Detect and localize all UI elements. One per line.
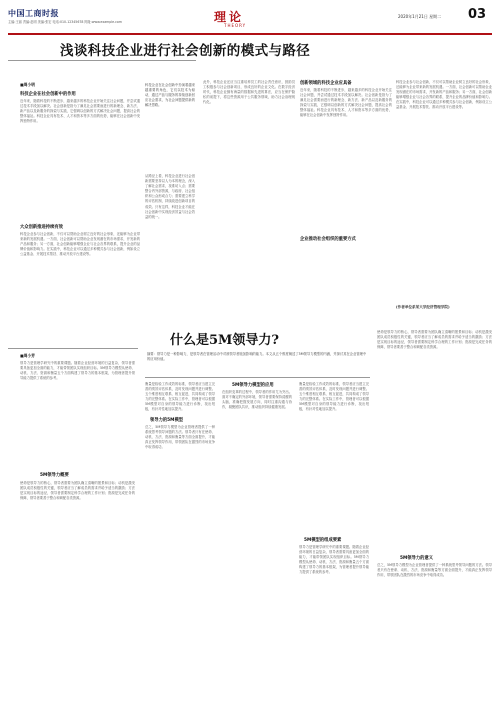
divider: [8, 348, 138, 349]
article-2-subhead: 5M模型的组成要素: [304, 538, 342, 543]
article-1-quote-box: 科技企业在社会创新中扮演着越来越重要的角色，它们以技术为驱动，通过产品与服务的持续创新回应社会需求，为社会问题提供新的解决思路。: [145, 83, 195, 107]
article-2-subhead: 5M领导力模型的应用: [232, 383, 274, 388]
page-number: 03: [468, 7, 487, 22]
article-1-column-a: 近年来，随着科技的不断进步，越来越多的科技企业开始关注社会问题，并尝试通过技术手段加以解决。社会创新是指为了满足社会需要而进行的新理念、新方法、新产品以及新服务的探索与实践，它强调以创新的方式解决社会问题，提高社会的整体福祉。科技企业具有技术、人才和资本等多方面的优势，能够在社会创新中发挥独特作用。: [20, 99, 140, 124]
article-1-column-e: 近年来，随着科技的不断进步，越来越多的科技企业开始关注社会问题，并尝试通过技术手段加以解决。社会创新是指为了满足社会需要而进行的新理念、新方法、新产品以及新服务的探索与实践，它强调以创新的方式解决社会问题，提高社会的整体福祉。科技企业具有技术、人才和资本等多方面的优势，能够在社会创新中发挥独特作用。: [300, 88, 392, 118]
article-2-credit: ■周小芳: [20, 353, 35, 358]
article-2-abstract: 摘要：领导力是一种影响力，是领导者在管理活动中对被领导者施加影响的能力。本文从五个维度阐述了5M领导力模型的内涵，并探讨其在企业管理中的应用价值。: [147, 352, 367, 361]
article-2-subhead: 5M领导力概要: [40, 473, 69, 478]
article-2-column-f: 使命是领导力的核心，领导者需要为团队确立清晰的愿景和目标；动机是激发团队成员积极性的关键，领导者应当了解成员的需求并给予适当的激励；方法是实现目标的途径，领导者需要制定科学合理的工作计划；资源是完成任务的保障，领导者要善于整合和调配各类资源。: [20, 481, 135, 501]
article-1-subhead: 科技企业在社会创新中的作用: [20, 92, 76, 97]
article-2-column-i: 在组织变革的过程中，领导者的作用尤为突出。面对不确定的外部环境，领导者需要保持清醒的头脑，准确把握发展方向，同时注重沟通与协作，凝聚团队共识，推动组织持续健康发展。: [222, 390, 292, 410]
article-1-subhead: 创新领域的科技企业应具备: [300, 81, 352, 86]
article-1-column-b: 科技企业参与社会创新，不仅可以帮助企业树立良好的社会形象，还能够为企业带来新的发展机遇。一方面，社会创新可以帮助企业发现潜在的市场需求，开发新的产品和服务；另一方面，社会创新能够增强企业与社会各界的联系，提升企业的品牌价值和影响力。在实践中，科技企业可以通过多种模式参与社会创新，例如设立公益基金、开展技术帮扶、推动开放平台建设等。: [20, 232, 140, 257]
article-1-column-d: 此外，科技企业还应当注重培养员工的社会责任意识，鼓励员工积极参与社会创新项目，形成良好的企业文化。在数字经济时代，科技企业拥有海量的数据和先进的算法，应当在保护隐私的前提下，将这些资源用于公共服务领域，助力社会治理现代化。: [203, 80, 295, 105]
article-2-column-k: 领导力是管理学研究中的重要课题。随着企业经营环境的日益复杂，领导者需要具备更加全面的能力，才能带领团队实现组织目标。5M领导力模型从使命、动机、方法、资源和衡量五个方面构建了领导力的基本框架，为管理者提升领导能力提供了系统的参考。: [299, 545, 369, 575]
article-2-column-m: 总之，5M领导力模型为企业管理者提供了一种系统思考领导问题的方法。领导者只有在使命、动机、方法、资源和衡量等方面全面提升，才能真正发挥领导作用，带领团队在激烈的市场竞争中取得成功。: [377, 563, 492, 578]
article-1-subhead: 企业推动社会组织的重要方式: [300, 237, 356, 242]
paper-name: 中国工商时报: [8, 9, 59, 18]
article-2-subhead: 5M领导力的意义: [400, 556, 434, 561]
article-1-credit: ■周小明: [20, 82, 35, 87]
masthead: [8, 8, 492, 32]
section-subtitle: THEORY: [224, 23, 247, 28]
article-1-author-note: (作者单位系某大学经济管理学院): [396, 305, 450, 309]
article-1-subhead: 大众创新推进持续有效: [20, 225, 63, 230]
article-2-column-e: 领导力是管理学研究中的重要课题。随着企业经营环境的日益复杂，领导者需要具备更加全面的能力，才能带领团队实现组织目标。5M领导力模型从使命、动机、方法、资源和衡量五个方面构建了领导力的基本框架，为管理者提升领导能力提供了系统的参考。: [20, 361, 135, 381]
issue-date: 2020年1月21日 星期二: [398, 14, 442, 19]
divider: [8, 60, 196, 61]
article-1-headline: 浅谈科技企业进行社会创新的模式与路径: [60, 43, 311, 59]
article-2-headline: 什么是5M领导力?: [170, 333, 280, 348]
article-2-column-l: 使命是领导力的核心，领导者需要为团队确立清晰的愿景和目标；动机是激发团队成员积极性的关键，领导者应当了解成员的需求并给予适当的激励；方法是实现目标的途径，领导者需要制定科学合理的工作计划；资源是完成任务的保障，领导者要善于整合和调配各类资源。: [377, 330, 492, 350]
article-2-column-g: 衡量是检验工作成效的标准，领导者应当建立完善的绩效评估体系，及时发现问题并进行调整。五个维度相互联系、相互促进，共同构成了领导力的完整体系。在实际工作中，管理者可以根据5M模型对自身的领导能力进行诊断，找出短板，有针对性地加以提升。: [145, 382, 215, 412]
article-2-subhead: 领导力的5M模型: [150, 418, 184, 423]
article-1-column-c: 从路径上看，科技企业进行社会创新需要坚持以人为本的理念，深入了解社会需求，找准切入点；需要整合内外部资源，与政府、社会组织和公众形成合力；需要建立科学的评估机制，持续改进创新项目的成效。只有这样，科技企业才能在社会创新中实现经济效益与社会效益的统一。: [145, 174, 195, 219]
divider: [145, 377, 370, 378]
section-title: 理论: [214, 10, 245, 24]
masthead-rule: [8, 33, 492, 35]
article-2-column-j: 衡量是检验工作成效的标准，领导者应当建立完善的绩效评估体系，及时发现问题并进行调整。五个维度相互联系、相互促进，共同构成了领导力的完整体系。在实际工作中，管理者可以根据5M模型对自身的领导能力进行诊断，找出短板，有针对性地加以提升。: [299, 382, 369, 412]
article-1-column-f: 科技企业参与社会创新，不仅可以帮助企业树立良好的社会形象，还能够为企业带来新的发展机遇。一方面，社会创新可以帮助企业发现潜在的市场需求，开发新的产品和服务；另一方面，社会创新能够增强企业与社会各界的联系，提升企业的品牌价值和影响力。在实践中，科技企业可以通过多种模式参与社会创新，例如设立公益基金、开展技术帮扶、推动开放平台建设等。: [396, 80, 492, 110]
article-2-column-h: 总之，5M领导力模型为企业管理者提供了一种系统思考领导问题的方法。领导者只有在使命、动机、方法、资源和衡量等方面全面提升，才能真正发挥领导作用，带领团队在激烈的市场竞争中取得成功。: [145, 425, 215, 450]
masthead-info: 主编:王丽 责编:赵明 美编:张宏 电话:010-12345678 网址:www.example.com: [8, 20, 122, 24]
